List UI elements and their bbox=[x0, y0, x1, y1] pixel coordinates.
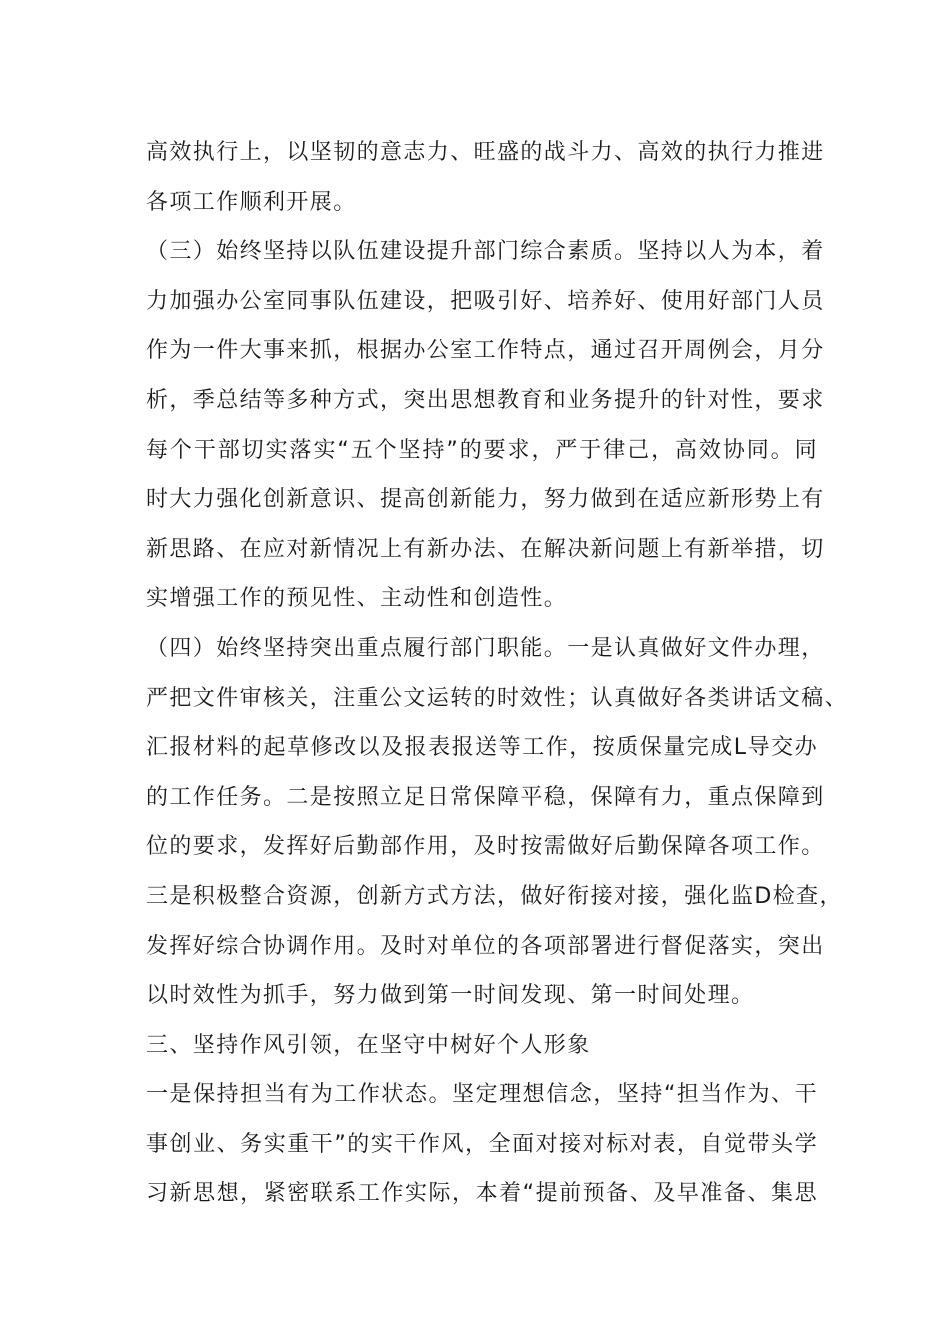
text-line: 习新思想，紧密联系工作实际，本着“提前预备、及早准备、集思 bbox=[146, 1181, 818, 1207]
text-line: 一是保持担当有为工作状态。坚定理想信念，坚持“担当作为、干 bbox=[146, 1082, 818, 1108]
text-line: 发挥好综合协调作用。及时对单位的各项部署进行督促落实，突出 bbox=[146, 933, 825, 959]
text-line: 汇报材料的起草修改以及报表报送等工作，按质保量完成L导交办 bbox=[146, 735, 818, 761]
text-line: （三）始终坚持以队伍建设提升部门综合素质。坚持以人为本，着 bbox=[146, 239, 825, 265]
text-line: 实增强工作的预见性、主动性和创造性。 bbox=[146, 586, 568, 612]
text-line: 位的要求，发挥好后勤部作用，及时按需做好后勤保障各项工作。 bbox=[146, 834, 825, 860]
text-line: 三是积极整合资源，创新方式方法，做好衔接对接，强化监D检查， bbox=[146, 883, 843, 909]
text-line: 严把文件审核关，注重公文运转的时效性；认真做好各类讲话文稿、 bbox=[146, 685, 849, 711]
section-heading: 三、坚持作风引领，在坚守中树好个人形象 bbox=[146, 1032, 591, 1058]
document-body bbox=[146, 128, 849, 1219]
text-line: （四）始终坚持突出重点履行部门职能。一是认真做好文件办理， bbox=[146, 635, 825, 661]
text-line: 每个干部切实落实“五个坚持”的要求，严于律己，高效协同。同 bbox=[146, 437, 818, 463]
text-line: 各项工作顺利开展。 bbox=[146, 189, 357, 215]
text-line: 新思路、在应对新情况上有新办法、在解决新问题上有新举措，切 bbox=[146, 536, 825, 562]
text-line: 事创业、务实重干”的实干作风，全面对接对标对表，自觉带头学 bbox=[146, 1131, 818, 1157]
text-line: 的工作任务。二是按照立足日常保障平稳，保障有力，重点保障到 bbox=[146, 784, 825, 810]
text-line: 时大力强化创新意识、提高创新能力，努力做到在适应新形势上有 bbox=[146, 487, 825, 513]
text-line: 以时效性为抓手，努力做到第一时间发现、第一时间处理。 bbox=[146, 983, 755, 1009]
text-line: 力加强办公室同事队伍建设，把吸引好、培养好、使用好部门人员 bbox=[146, 288, 825, 314]
text-line: 高效执行上，以坚韧的意志力、旺盛的战斗力、高效的执行力推进 bbox=[146, 140, 825, 165]
text-line: 析，季总结等多种方式，突出思想教育和业务提升的针对性，要求 bbox=[146, 387, 825, 413]
text-line: 作为一件大事来抓，根据办公室工作特点，通过召开周例会，月分 bbox=[146, 338, 825, 364]
